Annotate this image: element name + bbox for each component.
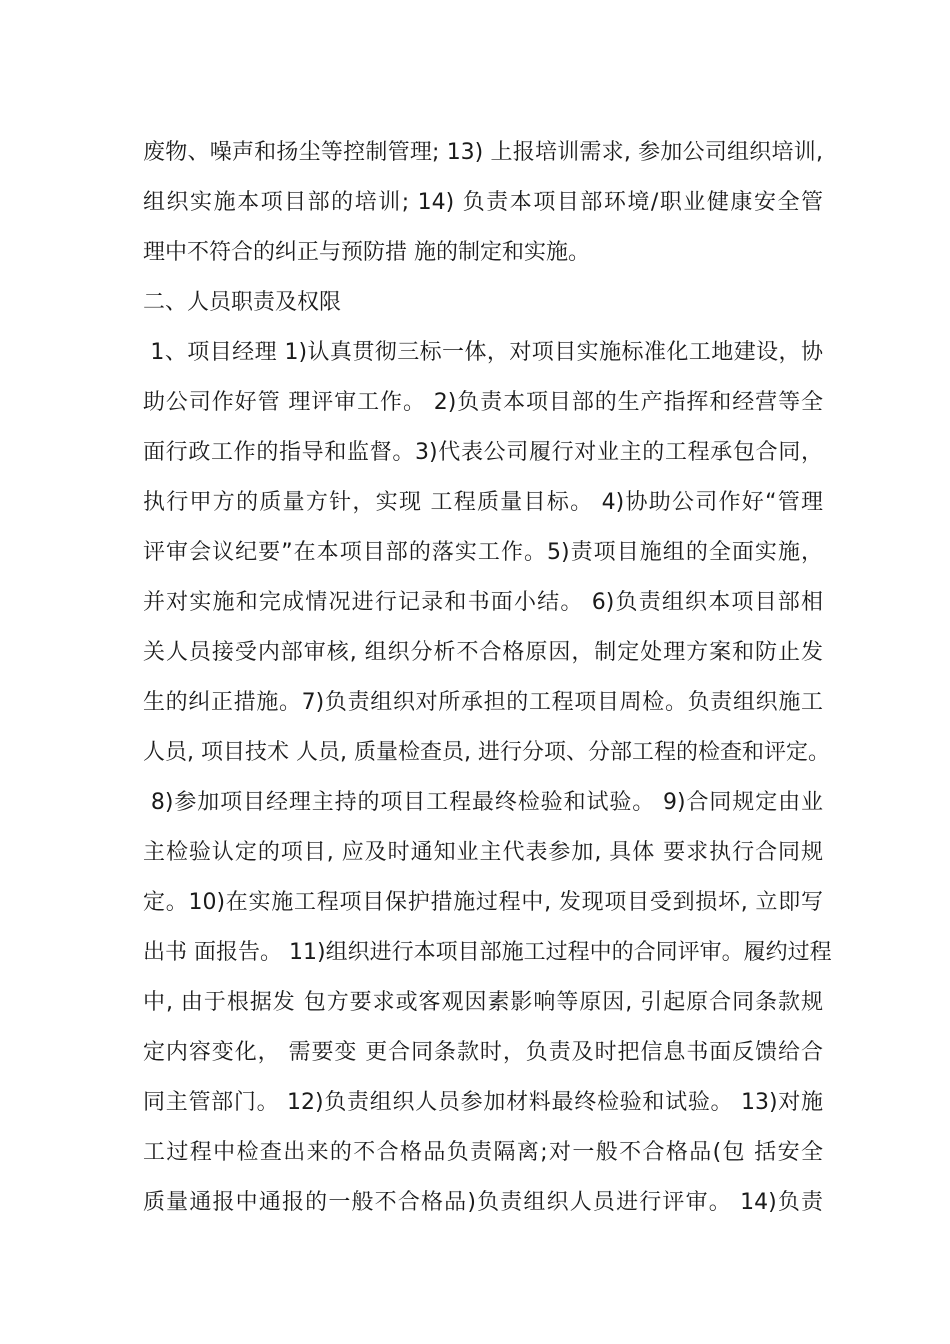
text-line: 人员, 项目技术 人员, 质量检查员, 进行分项、分部工程的检查和评定。 bbox=[143, 740, 830, 765]
text-line: 执行甲方的质量方针，实现 工程质量目标。 4)协助公司作好“管理 bbox=[143, 490, 823, 515]
text-line: 生的纠正措施。7)负责组织对所承担的工程项目周检。负责组织施工 bbox=[143, 690, 823, 715]
text-line: 理中不符合的纠正与预防措 施的制定和实施。 bbox=[143, 240, 590, 265]
text-line: 定。10)在实施工程项目保护措施过程中, 发现项目受到损坏, 立即写 bbox=[143, 890, 823, 915]
text-line: 关人员接受内部审核, 组织分析不合格原因，制定处理方案和防止发 bbox=[143, 640, 823, 665]
text-line: 面行政工作的指导和监督。3)代表公司履行对业主的工程承包合同， bbox=[143, 440, 823, 465]
text-line: 并对实施和完成情况进行记录和书面小结。 6)负责组织本项目部相 bbox=[143, 590, 823, 615]
text-line: 主检验认定的项目, 应及时通知业主代表参加, 具体 要求执行合同规 bbox=[143, 840, 823, 865]
text-line: 出书 面报告。 11)组织进行本项目部施工过程中的合同评审。履约过程 bbox=[143, 940, 832, 965]
text-line: 定内容变化， 需要变 更合同条款时，负责及时把信息书面反馈给合 bbox=[143, 1040, 823, 1065]
text-line: 评审会议纪要”在本项目部的落实工作。5)责项目施组的全面实施， bbox=[143, 540, 823, 565]
text-line: 组织实施本项目部的培训; 14) 负责本项目部环境/职业健康安全管 bbox=[143, 190, 823, 215]
text-line: 工过程中检查出来的不合格品负责隔离;对一般不合格品(包 括安全 bbox=[143, 1140, 823, 1165]
text-line: 质量通报中通报的一般不合格品)负责组织人员进行评审。 14)负责 bbox=[143, 1190, 823, 1215]
text-line: 助公司作好管 理评审工作。 2)负责本项目部的生产指挥和经营等全 bbox=[143, 390, 823, 415]
section-heading: 二、人员职责及权限 bbox=[143, 290, 342, 315]
document-body bbox=[143, 128, 832, 1228]
text-line: 中, 由于根据发 包方要求或客观因素影响等原因, 引起原合同条款规 bbox=[143, 990, 823, 1015]
text-line: 8)参加项目经理主持的项目工程最终检验和试验。 9)合同规定由业 bbox=[143, 790, 823, 815]
text-line: 废物、噪声和扬尘等控制管理; 13) 上报培训需求, 参加公司组织培训, bbox=[143, 140, 823, 165]
text-line: 1、项目经理 1)认真贯彻三标一体，对项目实施标准化工地建设，协 bbox=[143, 340, 823, 365]
text-line: 同主管部门。 12)负责组织人员参加材料最终检验和试验。 13)对施 bbox=[143, 1090, 823, 1115]
